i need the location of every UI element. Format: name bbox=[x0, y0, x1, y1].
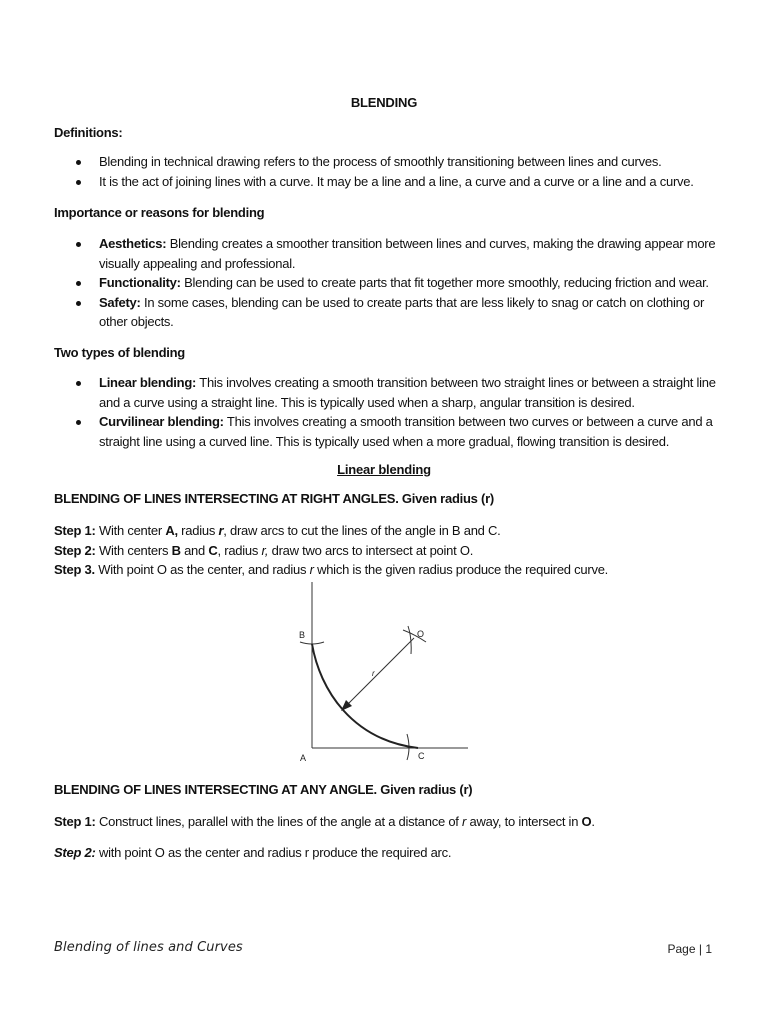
list-item: Blending in technical drawing refers to the process of smoothly transitioning between lines and curves. bbox=[54, 152, 724, 172]
any-angle-step-1: Step 1: Construct lines, parallel with the lines of the angle at a distance of r away, to intersect in O. bbox=[54, 814, 595, 829]
step-2: Step 2: With centers B and C, radius r, draw two arcs to intersect at point O. bbox=[54, 542, 474, 558]
list-item bbox=[54, 273, 724, 293]
item-term: Linear blending: bbox=[99, 375, 197, 390]
definitions-list bbox=[54, 152, 724, 191]
radius-line bbox=[346, 638, 414, 706]
step-1: Step 1: With center A, radius r, draw arcs to cut the lines of the angle in B and C. bbox=[54, 523, 501, 538]
right-angles-steps bbox=[54, 521, 734, 580]
item-term: Safety: bbox=[99, 294, 141, 310]
definitions-heading: Definitions: bbox=[54, 125, 123, 140]
label-b: B bbox=[299, 630, 306, 640]
label-o: O bbox=[417, 629, 425, 639]
item-text: Blending can be used to create parts that fit together more smoothly, reducing friction and wear. bbox=[180, 275, 709, 290]
label-r: r bbox=[372, 669, 375, 678]
item-text: In some cases, blending can be used to create parts that are less likely to snag or catch on clothing or other objects. bbox=[99, 294, 705, 329]
importance-list bbox=[54, 234, 724, 332]
list-item bbox=[54, 293, 724, 332]
item-term: Aesthetics: bbox=[99, 236, 167, 251]
item-text: This involves creating a smooth transition between two curves or between a curve and a straight line using a curved line. This is typically used when a more gradual, flowing transition is desired. bbox=[99, 414, 713, 449]
item-text: This involves creating a smooth transition between two straight lines or between a straight line and a curve using a straight line. This is typically used when a sharp, angular transition is desired. bbox=[99, 375, 716, 410]
types-list bbox=[54, 373, 724, 451]
list-item bbox=[54, 412, 724, 451]
any-angle-heading: BLENDING OF LINES INTERSECTING AT ANY ANGLE. Given radius (r) bbox=[54, 782, 473, 797]
linear-blending-heading: Linear blending bbox=[337, 462, 431, 477]
footer-title: Blending of lines and Curves bbox=[54, 940, 243, 955]
item-term: Curvilinear blending: bbox=[99, 414, 224, 429]
right-angle-blend-diagram bbox=[290, 582, 480, 767]
page-number: Page | 1 bbox=[667, 942, 712, 956]
right-angles-heading: BLENDING OF LINES INTERSECTING AT RIGHT ANGLES. Given radius (r) bbox=[54, 491, 494, 506]
step-3: Step 3. With point O as the center, and radius r which is the given radius produce the required curve. bbox=[54, 562, 609, 577]
blend-curve bbox=[312, 644, 418, 748]
list-item: It is the act of joining lines with a curve. It may be a line and a line, a curve and a curve or a line and a curve. bbox=[54, 172, 724, 192]
page-title: BLENDING bbox=[350, 95, 418, 110]
item-text: Blending creates a smoother transition between lines and curves, making the drawing appear more visually appealing and professional. bbox=[99, 236, 716, 271]
list-item bbox=[54, 373, 724, 412]
importance-heading: Importance or reasons for blending bbox=[54, 205, 265, 220]
item-term: Functionality: bbox=[99, 275, 181, 290]
types-heading: Two types of blending bbox=[54, 345, 186, 360]
any-angle-step-2: Step 2: with point O as the center and radius r produce the required arc. bbox=[54, 845, 452, 860]
list-item bbox=[54, 234, 724, 273]
label-c: C bbox=[418, 751, 425, 761]
label-a: A bbox=[300, 753, 307, 763]
arc-mark-o2 bbox=[408, 626, 411, 654]
